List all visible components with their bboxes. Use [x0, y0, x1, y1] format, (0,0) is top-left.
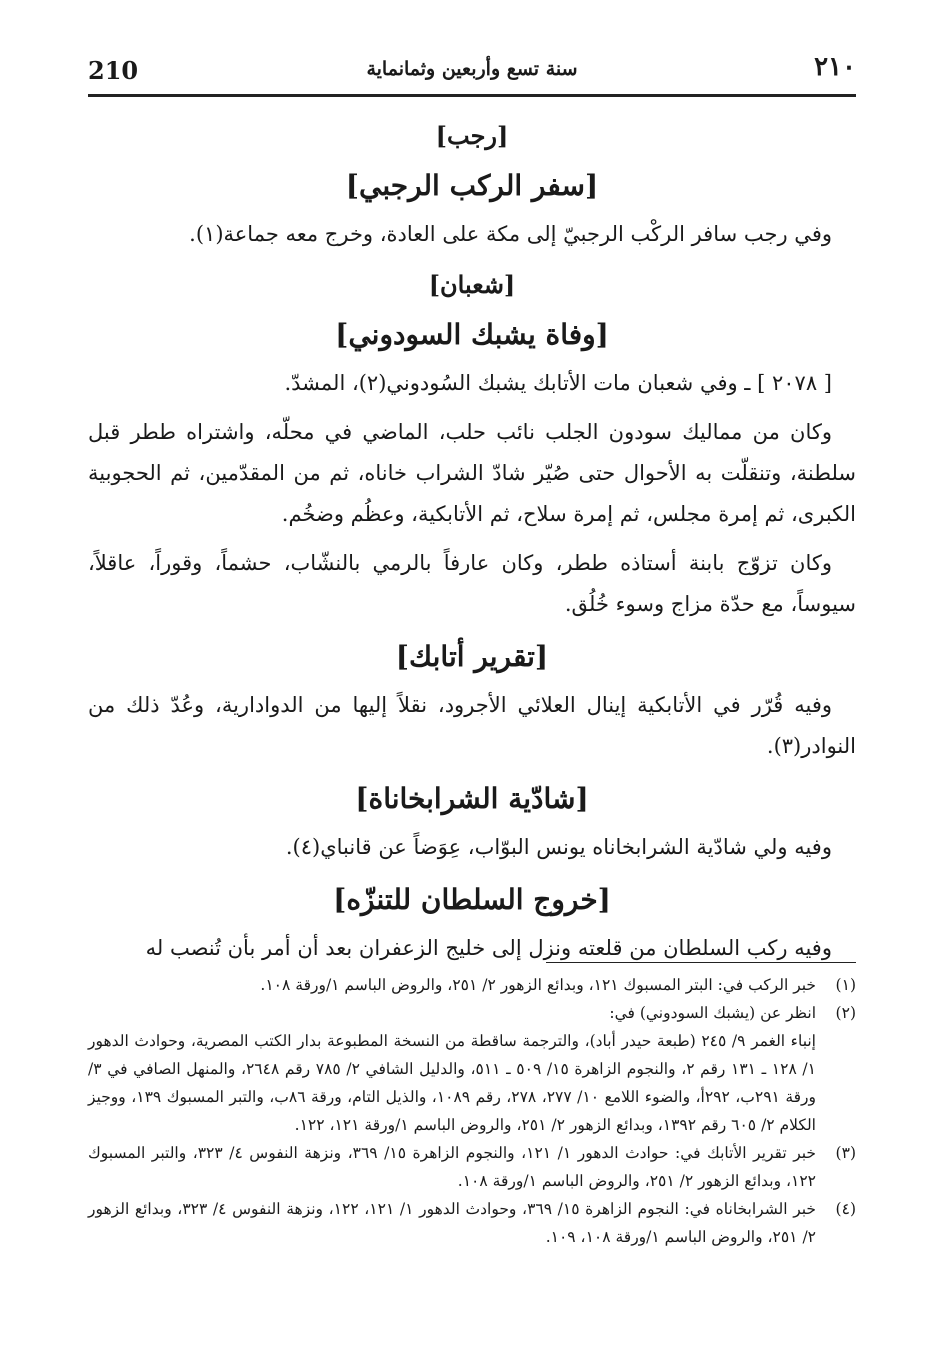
footnotes: [88, 962, 856, 1251]
footnote-4: [88, 1195, 856, 1251]
paragraph-atabak-appointment: وفيه قُرّر في الأتابكية إينال العلائي الأجرود، نقلاً إليها من الدوادارية، وعُدّ ذلك من النوادر(٣).: [88, 693, 856, 758]
month-heading-rajab: [رجب]: [435, 121, 509, 150]
paragraph-biography: وكان من مماليك سودون الجلب نائب حلب، الماضي في محلّه، واشتراه ططر قبل سلطنة، وتنقلّت به الأحوال حتى صُيّر شادّ الشراب خاناه، ثم من المقدّمين، ثم الحجوبية الكبرى، ثم إمرة مجلس، ثم إمرة سلاح، ثم الأتابكية، وعظُم وضخُم.: [88, 420, 856, 526]
section-heading-sharabkhanah: [شادّية الشرابخاناة]: [355, 782, 589, 815]
month-heading-shaban: [شعبان]: [428, 270, 516, 299]
footnote-text: خبر الشرابخاناه في: النجوم الزاهرة ١٥/ ٣٦٩، وحوادث الدهور ١/ ١٢١، ١٢٢، ونزهة النفوس ٤/ ٣٢٣، وبدائع الزهور ٢/ ٢٥١، والروض الباسم ١/ورقة ١٠٨، ١٠٩.: [88, 1200, 817, 1246]
footnote-number: (١): [835, 976, 856, 994]
page-number-latin: 210: [88, 56, 139, 85]
footnote-intro: انظر عن (يشبك السودوني) في:: [609, 1004, 816, 1022]
footnote-text: خبر الركب في: البتر المسبوك ١٢١، وبدائع الزهور ٢/ ٢٥١، والروض الباسم ١/ورقة ١٠٨.: [260, 976, 816, 994]
footnote-text: إنباء الغمر ٩/ ٢٤٥ (طبعة حيدر أباد)، والترجمة ساقطة من النسخة المطبوعة بدار الكتب المصرية، وحوادث الدهور ١/ ١٢٨ ـ ١٣١ رقم ٢، والنجوم الزاهرة ١٥/ ٥٠٩ ـ ٥١١، والدليل الشافي ٢/ ٧٨٥ رقم ٢٦٤٨، والمنهل الصافي في ٣/ورقة ٢٩١ب، ٢٩٢أ، والضوء اللامع ١٠/ ٢٧٧، ٢٧٨، رقم ١٠٨٩، والذيل التام، ورقة ٨٦ب، والتبر المسبوك ١٣٩، ووجيز الكلام ٢/ ٦٠٥ رقم ١٣٩٢، وبدائع الزهور ٢/ ٢٥١، والروض الباسم ١/ورقة ١٢١، ١٢٢.: [88, 1032, 817, 1134]
footnote-1: [88, 971, 856, 999]
paragraph-rajab-caravan: وفي رجب سافر الركْب الرجبيّ إلى مكة على العادة، وخرج معه جماعة(١).: [189, 222, 832, 246]
footnote-text: خبر تقرير الأتابك في: حوادث الدهور ١/ ١٢١، والنجوم الزاهرة ١٥/ ٣٦٩، ونزهة النفوس ٤/ ٣٢٣، والتبر المسبوك ١٢٢، وبدائع الزهور ٢/ ٢٥١، والروض الباسم ١/ورقة ١٠٨.: [88, 1144, 817, 1190]
footnote-separator: [546, 962, 856, 963]
footnote-3: [88, 1139, 856, 1195]
footnote-number: (٤): [835, 1200, 856, 1218]
footnote-number: (٣): [835, 1144, 856, 1162]
paragraph-sharabkhanah: وفيه ولي شادّية الشرابخاناه يونس البوّاب، عِوَضاً عن قانباي(٤).: [285, 835, 832, 859]
section-heading-rajab-caravan: [سفر الركب الرجبي]: [345, 169, 599, 202]
main-text: [88, 106, 856, 977]
section-heading-atabak-appointment: [تقرير أتابك]: [395, 640, 549, 673]
footnote-number: (٢): [835, 1004, 856, 1022]
paragraph-sultan-outing: وفيه ركب السلطان من قلعته ونزل إلى خليج الزعفران بعد أن أمر بأن تُنصب له: [145, 936, 832, 960]
running-title: سنة تسع وأربعين وثمانماية: [366, 58, 578, 80]
paragraph-character: وكان تزوّج بابنة أستاذه ططر، وكان عارفاً بالرمي بالنشّاب، حشماً، وقوراً، عاقلاً، سيوساً، مع حدّة مزاج وسوء خُلُق.: [88, 551, 856, 616]
section-heading-sultan-outing: [خروج السلطان للتنزّه]: [333, 883, 611, 916]
section-heading-death-yashbak: [وفاة يشبك السودوني]: [335, 318, 609, 351]
page-number-arabic: ٢١٠: [814, 52, 856, 82]
page-header: [88, 52, 856, 97]
footnote-2: [88, 999, 856, 1139]
paragraph-entry-2078: [ ٢٠٧٨ ] ـ وفي شعبان مات الأتابك يشبك السُودوني(٢)، المشدّ.: [284, 371, 832, 395]
